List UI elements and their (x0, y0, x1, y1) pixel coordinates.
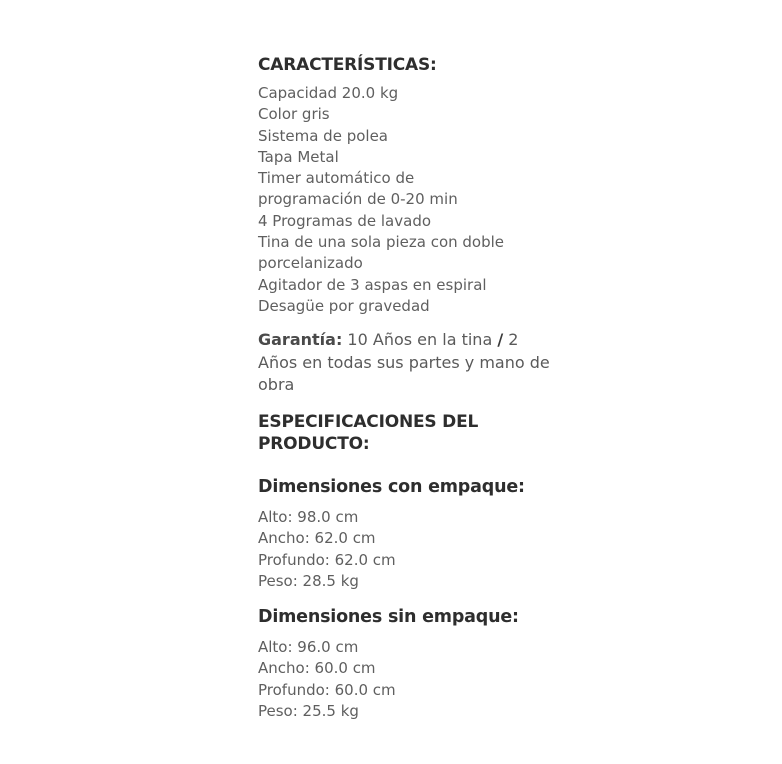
feature-item: Desagüe por gravedad (258, 296, 430, 315)
dimension-item: Ancho: 60.0 cm (258, 659, 376, 678)
warranty-label: Garantía: (258, 330, 343, 350)
feature-item: Capacidad 20.0 kg (258, 84, 399, 102)
dimensions-with-packaging-list (258, 507, 558, 593)
dimensions-with-packaging (258, 475, 558, 593)
feature-item: Tapa Metal (258, 147, 339, 166)
dimension-item: Alto: 98.0 cm (258, 507, 359, 526)
dimension-item: Ancho: 62.0 cm (258, 529, 376, 548)
feature-item: programación de 0-20 min (258, 190, 458, 209)
feature-item: Agitador de 3 aspas en espiral (258, 275, 487, 294)
feature-item: porcelanizado (258, 254, 363, 273)
dimension-item: Peso: 28.5 kg (258, 572, 359, 591)
feature-item: Timer automático de (258, 169, 415, 188)
feature-item: Tina de una sola pieza con doble (258, 233, 505, 252)
dimension-item: Profundo: 62.0 cm (258, 550, 396, 569)
features-list (258, 83, 558, 317)
dimensions-without-packaging-list (258, 637, 558, 723)
dimension-item: Profundo: 60.0 cm (258, 680, 396, 699)
dimension-item: Peso: 25.5 kg (258, 702, 359, 721)
feature-item: Sistema de polea (258, 126, 388, 145)
warranty-separator: / (497, 330, 504, 350)
warranty-text (258, 329, 558, 397)
warranty-parts-text: 2 Años en todas sus partes y mano de obra (258, 330, 550, 395)
features-title: CARACTERÍSTICAS: (258, 55, 437, 75)
specifications-title: ESPECIFICACIONES DEL PRODUCTO: (258, 411, 479, 454)
feature-item: Color gris (258, 105, 330, 124)
dimension-item: Alto: 96.0 cm (258, 637, 359, 656)
product-description (258, 54, 558, 723)
dimensions-without-packaging-title: Dimensiones sin empaque: (258, 606, 519, 627)
warranty-tub-text: 10 Años en la tina (342, 330, 498, 350)
feature-item: 4 Programas de lavado (258, 211, 432, 230)
dimensions-with-packaging-title: Dimensiones con empaque: (258, 476, 525, 497)
dimensions-without-packaging (258, 605, 558, 723)
